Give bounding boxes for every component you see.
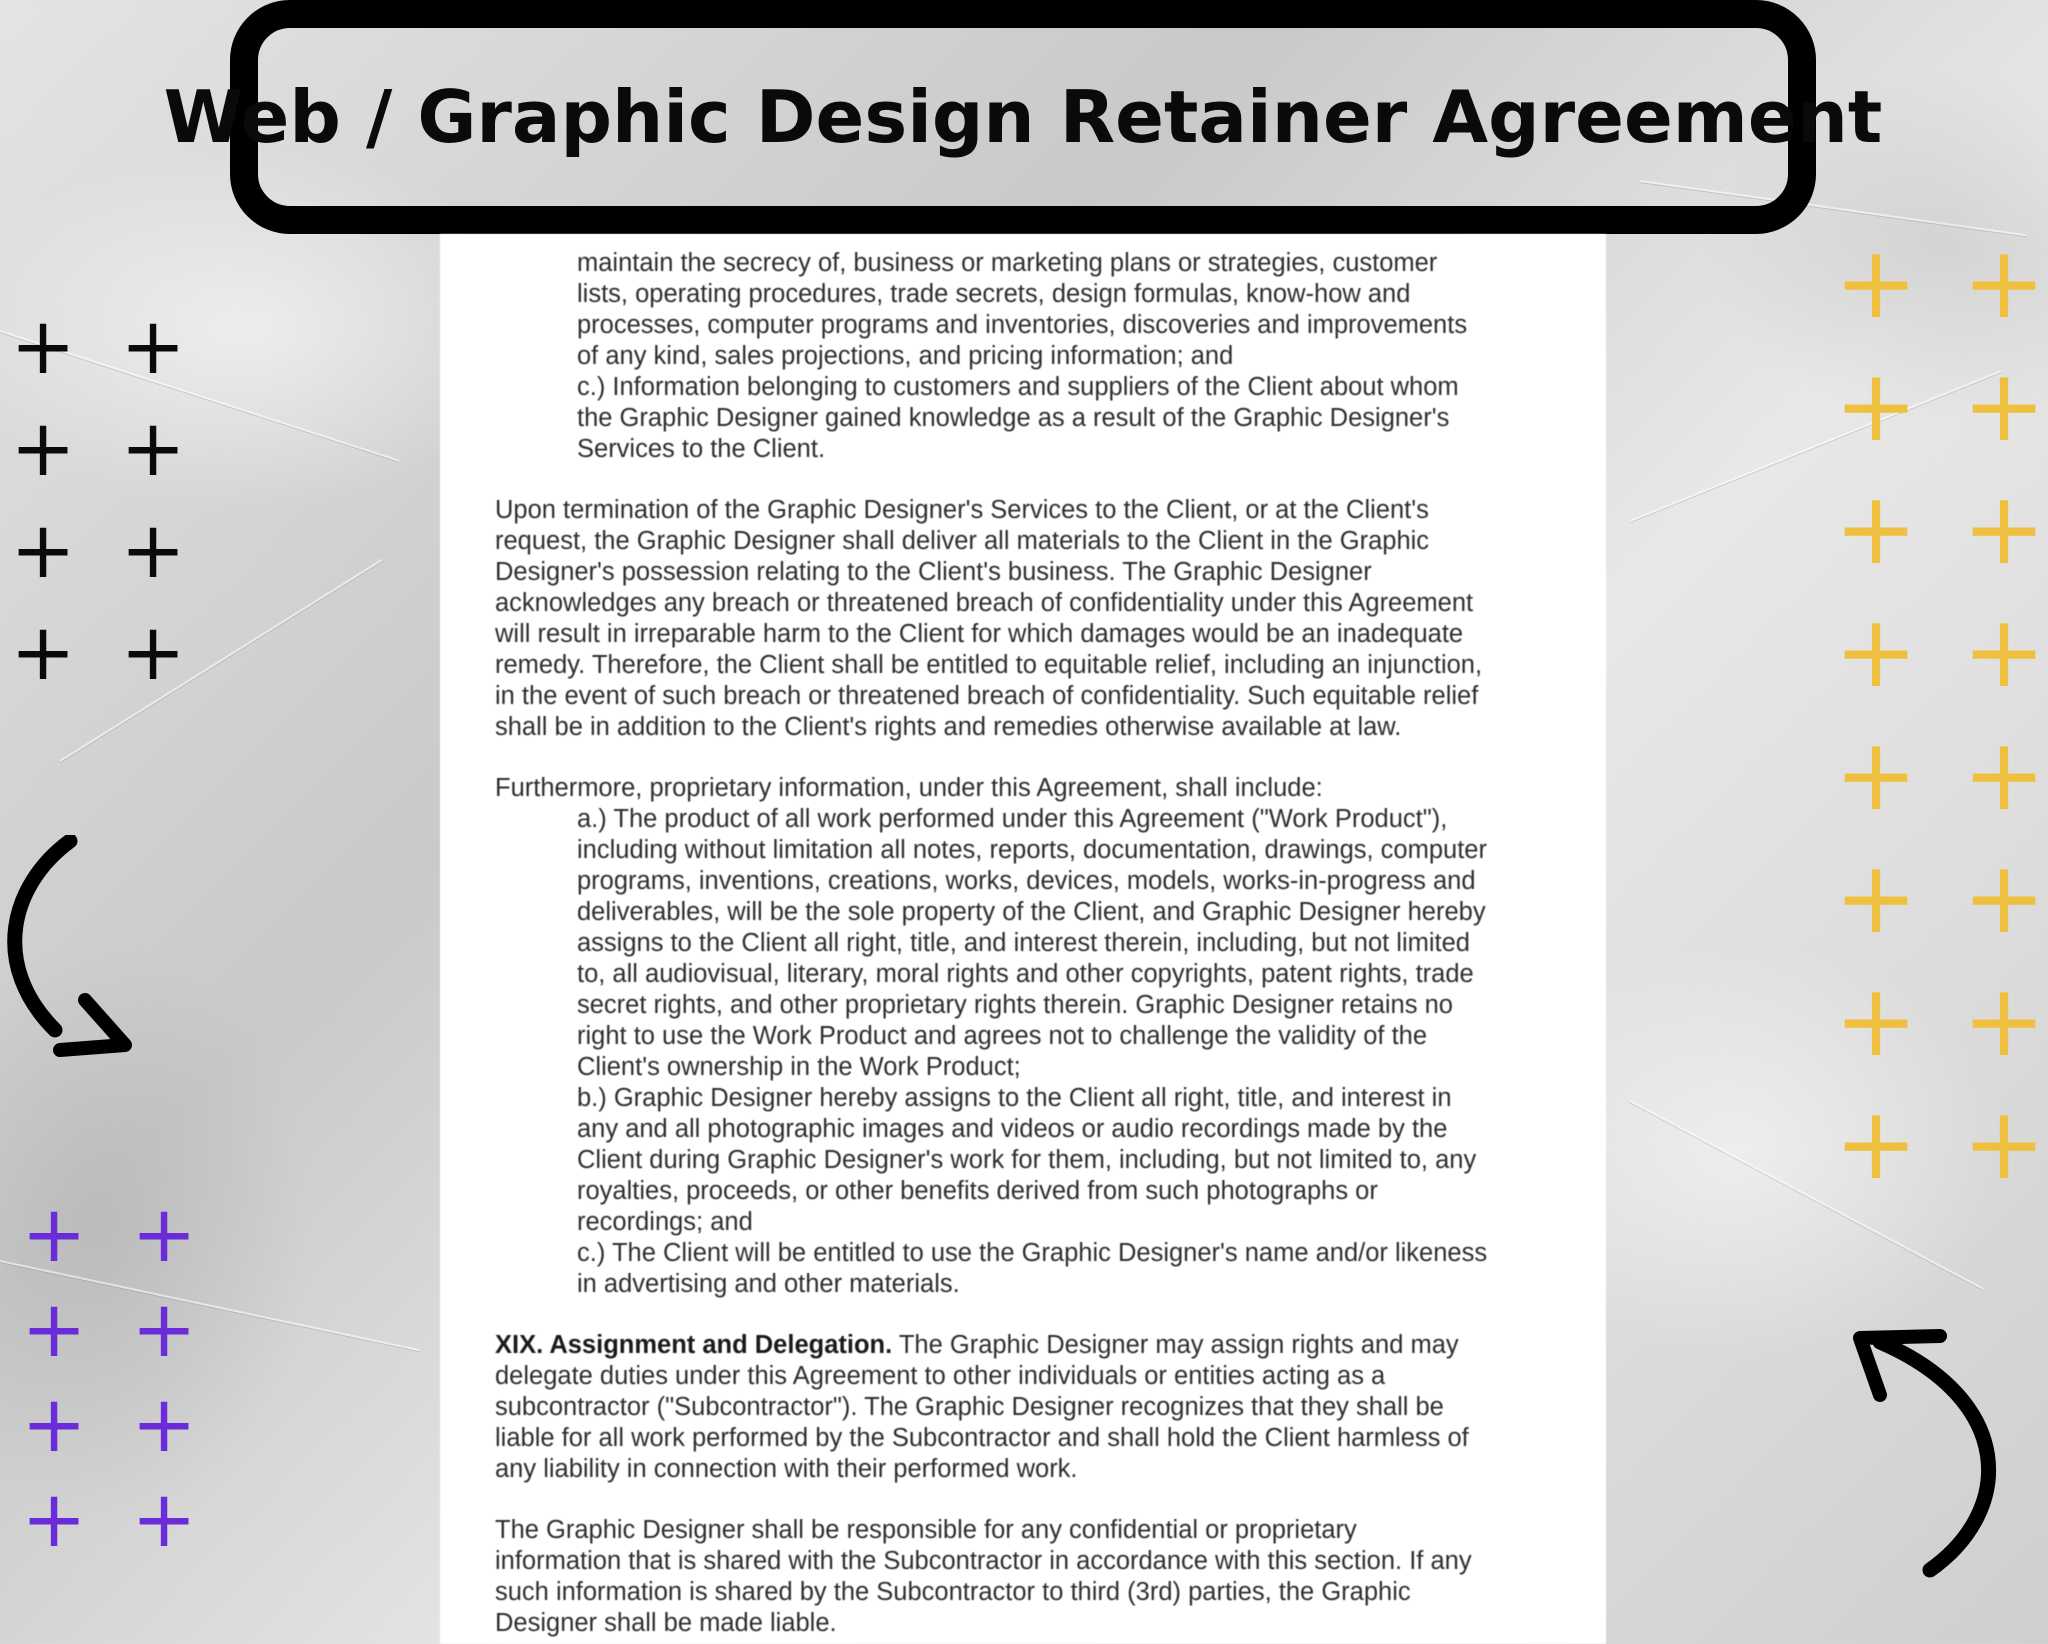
doc-line: will result in irreparable harm to the Client for which damages would be an inadequate bbox=[495, 620, 1464, 648]
plus-icon: + bbox=[1962, 838, 2046, 956]
plus-icon: + bbox=[21, 1189, 87, 1280]
doc-line: right to use the Work Product and agrees not to challenge the validity of the bbox=[577, 1022, 1428, 1050]
doc-line: remedy. Therefore, the Client shall be entitled to equitable relief, including an injunction, bbox=[495, 651, 1483, 679]
plus-icon: + bbox=[1834, 592, 1918, 710]
plus-icon: + bbox=[1834, 223, 1918, 341]
plus-icon: + bbox=[131, 1189, 197, 1280]
doc-line bbox=[495, 1330, 1556, 1361]
plus-icon: + bbox=[1834, 1084, 1918, 1202]
page-title: Web / Graphic Design Retainer Agreement bbox=[163, 75, 1883, 159]
black-plus-grid bbox=[0, 296, 208, 704]
furthermore-list bbox=[577, 804, 1556, 1300]
doc-line: Upon termination of the Graphic Designer's Services to the Client, or at the Client's bbox=[495, 496, 1429, 524]
doc-line: to, all audiovisual, literary, moral rights and other copyrights, patent rights, trade bbox=[577, 960, 1474, 988]
doc-line: royalties, proceeds, or other benefits derived from such photographs or bbox=[577, 1177, 1378, 1205]
doc-line: the Graphic Designer gained knowledge as a result of the Graphic Designer's bbox=[577, 404, 1450, 432]
doc-line: programs, inventions, creations, works, devices, models, works-in-progress and bbox=[577, 867, 1476, 895]
plus-icon: + bbox=[1962, 1084, 2046, 1202]
doc-line: in the event of such breach or threatened breach of confidentiality. Such equitable relief bbox=[495, 682, 1479, 710]
title-banner bbox=[163, 0, 1883, 234]
doc-line: liable for all work performed by the Subcontractor and shall hold the Client harmless of bbox=[495, 1424, 1469, 1452]
doc-line: information that is shared with the Subcontractor in accordance with this section. If any bbox=[495, 1547, 1472, 1575]
assignment-section bbox=[495, 1330, 1556, 1485]
plus-icon: + bbox=[1834, 838, 1918, 956]
termination-paragraph bbox=[495, 495, 1556, 743]
plus-icon: + bbox=[10, 608, 76, 698]
doc-line: lists, operating procedures, trade secrets, design formulas, know-how and bbox=[577, 280, 1411, 308]
plus-icon: + bbox=[1962, 223, 2046, 341]
doc-line: Services to the Client. bbox=[577, 435, 826, 463]
doc-line: b.) Graphic Designer hereby assigns to the Client all right, title, and interest in bbox=[577, 1084, 1452, 1112]
plus-icon: + bbox=[10, 404, 76, 494]
plus-icon: + bbox=[1962, 961, 2046, 1079]
doc-line: Designer's possession relating to the Client's business. The Graphic Designer bbox=[495, 558, 1372, 586]
doc-line: Client's ownership in the Work Product; bbox=[577, 1053, 1021, 1081]
plus-icon: + bbox=[1834, 346, 1918, 464]
document-page bbox=[440, 234, 1606, 1644]
plus-icon: + bbox=[10, 506, 76, 596]
doc-line: in advertising and other materials. bbox=[577, 1270, 960, 1298]
doc-line: c.) Information belonging to customers and suppliers of the Client about whom bbox=[577, 373, 1459, 401]
purple-plus-grid bbox=[0, 1187, 219, 1567]
doc-line: including without limitation all notes, reports, documentation, drawings, computer bbox=[577, 836, 1487, 864]
doc-line: acknowledges any breach or threatened breach of confidentiality under this Agreement bbox=[495, 589, 1474, 617]
plus-icon: + bbox=[120, 404, 186, 494]
plus-icon: + bbox=[1834, 469, 1918, 587]
doc-line-text: The Graphic Designer may assign rights and may bbox=[892, 1331, 1459, 1359]
plus-icon: + bbox=[120, 506, 186, 596]
doc-line: maintain the secrecy of, business or marketing plans or strategies, customer bbox=[577, 249, 1438, 277]
yellow-plus-grid bbox=[1812, 221, 2048, 1205]
furthermore-section bbox=[495, 773, 1556, 1300]
doc-line: of any kind, sales projections, and pricing information; and bbox=[577, 342, 1234, 370]
doc-line: such information is shared by the Subcontractor to third (3rd) parties, the Graphic bbox=[495, 1578, 1411, 1606]
plus-icon: + bbox=[1834, 715, 1918, 833]
doc-line: request, the Graphic Designer shall deliver all materials to the Client in the Graphic bbox=[495, 527, 1430, 555]
responsibility-paragraph bbox=[495, 1515, 1556, 1639]
plus-icon: + bbox=[21, 1284, 87, 1375]
doc-line: The Graphic Designer shall be responsible for any confidential or proprietary bbox=[495, 1516, 1357, 1544]
plus-icon: + bbox=[1962, 715, 2046, 833]
doc-line: shall be in addition to the Client's rights and remedies otherwise available at law. bbox=[495, 713, 1402, 741]
doc-line: recordings; and bbox=[577, 1208, 753, 1236]
doc-line: any and all photographic images and videos or audio recordings made by the bbox=[577, 1115, 1448, 1143]
plus-icon: + bbox=[120, 302, 186, 392]
doc-line: assigns to the Client all right, title, and interest therein, including, but not limited bbox=[577, 929, 1470, 957]
section-heading: XIX. Assignment and Delegation. bbox=[495, 1331, 893, 1359]
plus-icon: + bbox=[120, 608, 186, 698]
plus-icon: + bbox=[1962, 592, 2046, 710]
doc-line: any liability in connection with their performed work. bbox=[495, 1455, 1078, 1483]
doc-line: subcontractor ("Subcontractor"). The Graphic Designer recognizes that they shall be bbox=[495, 1393, 1444, 1421]
furthermore-intro: Furthermore, proprietary information, under this Agreement, shall include: bbox=[495, 774, 1323, 802]
doc-line: processes, computer programs and inventories, discoveries and improvements bbox=[577, 311, 1468, 339]
curved-arrow-down-right-icon bbox=[0, 835, 140, 1060]
plus-icon: + bbox=[21, 1379, 87, 1470]
plus-icon: + bbox=[1962, 469, 2046, 587]
doc-line: Designer shall be made liable. bbox=[495, 1609, 837, 1637]
doc-line: Client during Graphic Designer's work for them, including, but not limited to, any bbox=[577, 1146, 1477, 1174]
plus-icon: + bbox=[21, 1474, 87, 1565]
doc-line: secret rights, and other proprietary rights therein. Graphic Designer retains no bbox=[577, 991, 1453, 1019]
intro-block bbox=[577, 248, 1556, 465]
plus-icon: + bbox=[10, 302, 76, 392]
curved-arrow-up-left-icon bbox=[1840, 1320, 2020, 1580]
doc-line: deliverables, will be the sole property of the Client, and Graphic Designer hereby bbox=[577, 898, 1486, 926]
plus-icon: + bbox=[131, 1379, 197, 1470]
doc-line: delegate duties under this Agreement to other individuals or entities acting as a bbox=[495, 1362, 1386, 1390]
plus-icon: + bbox=[131, 1474, 197, 1565]
doc-line: c.) The Client will be entitled to use the Graphic Designer's name and/or likeness bbox=[577, 1239, 1488, 1267]
plus-icon: + bbox=[131, 1284, 197, 1375]
plus-icon: + bbox=[1962, 346, 2046, 464]
doc-line: a.) The product of all work performed under this Agreement ("Work Product"), bbox=[577, 805, 1448, 833]
plus-icon: + bbox=[1834, 961, 1918, 1079]
